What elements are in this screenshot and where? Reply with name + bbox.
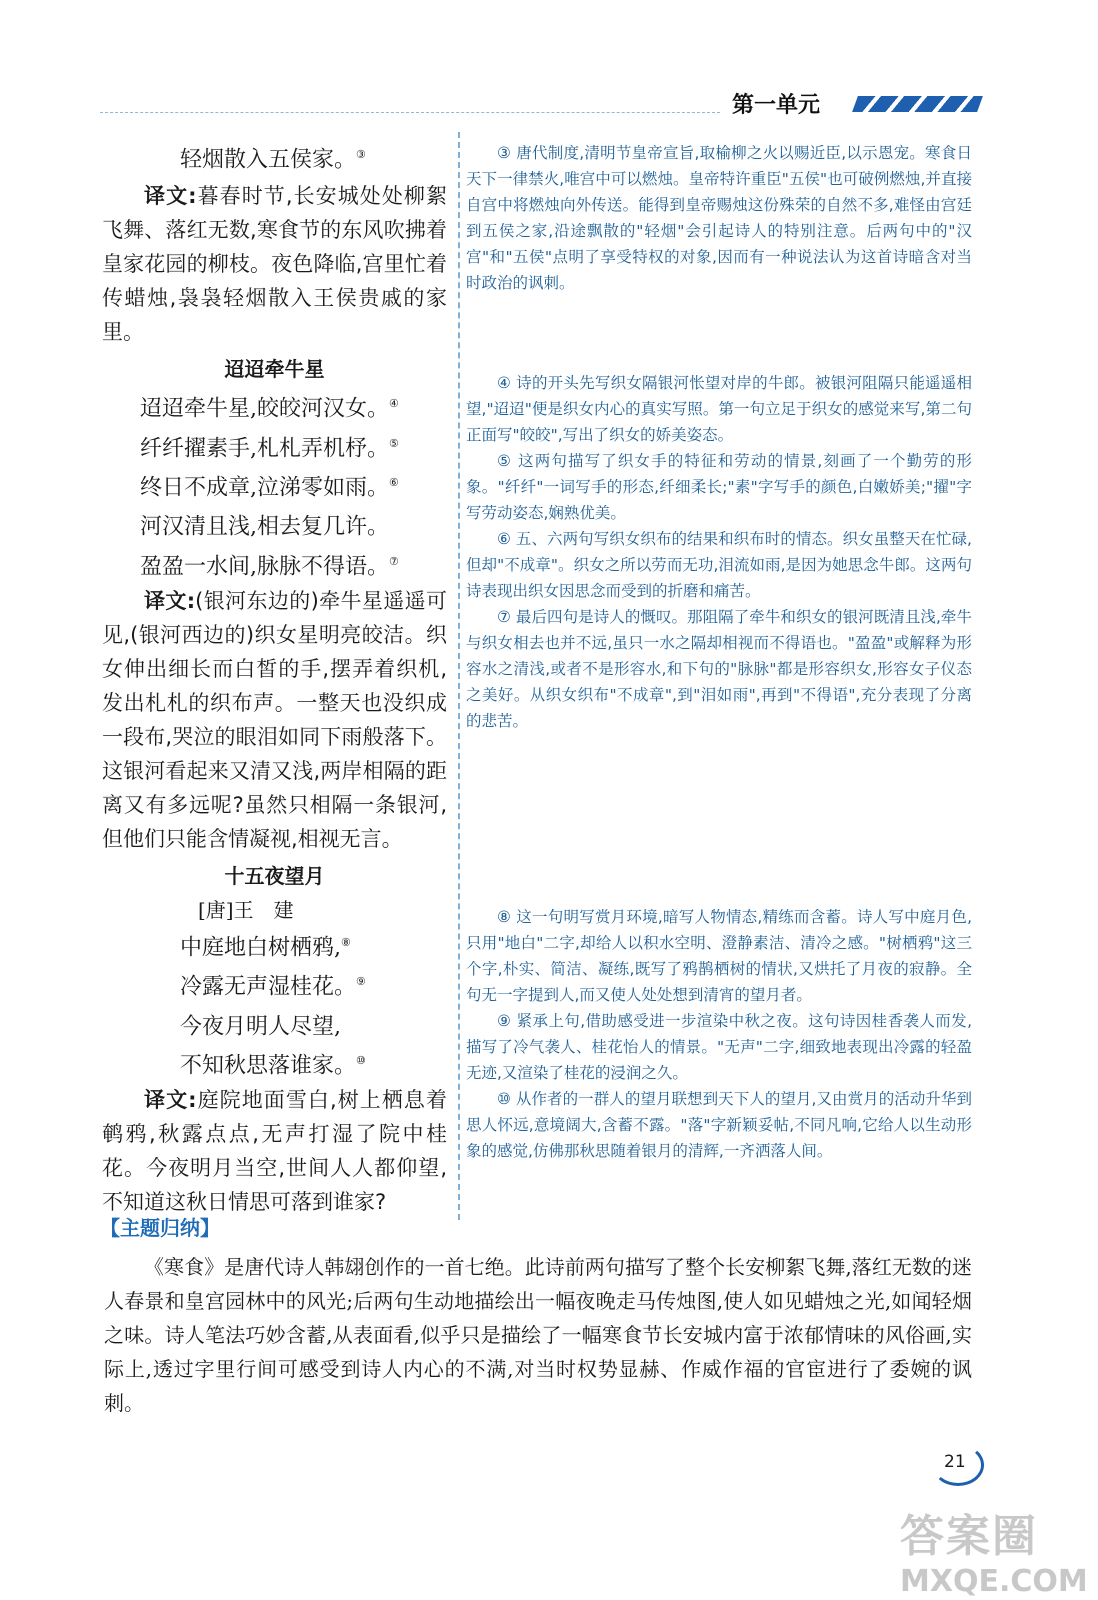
note-7: ⑦ 最后四句是诗人的慨叹。那阻隔了牵牛和织女的银河既清且浅,牵牛与织女相去也并不远,虽只一水之隔却相视而不得语也。"盈盈"或解释为形容水之清浅,或者不是形容水,和下句的"脉脉"都是形容织女,形容女子仪态之美好。从织女织布"不成章",到"泪如雨",再到"不得语",充分表现了分离的悲苦。 (466, 608, 972, 730)
summary-text: 《寒食》是唐代诗人韩翃创作的一首七绝。此诗前两句描写了整个长安柳絮飞舞,落红无数的迷人春景和皇宫园林中的风光;后两句生动地描绘出一幅夜晚走马传烛图,使人如见蜡烛之光,如闻轻烟之味。诗人笔法巧妙含蓄,从表面看,似乎只是描绘了一幅寒食节长安城内富于浓郁情味的风俗画,实际上,透过字里行间可感受到诗人内心的不满,对当时权势显赫、作威作福的官宦进行了委婉的讽刺。 (104, 1255, 972, 1415)
poem-line: 终日不成章,泣涕零如雨。⑥ (140, 475, 399, 501)
poem-line: 冷露无声湿桂花。⑨ (180, 974, 366, 1000)
note-8: ⑧ 这一句明写赏月环境,暗写人物情态,精练而含蓄。诗人写中庭月色,只用"地白"二字,却给人以积水空明、澄静素洁、清冷之感。"树栖鸦"这三个字,朴实、简洁、凝练,既写了鸦鹊栖树的情状,又烘托了月夜的寂静。全句无一字提到人,而又使人处处想到清宵的望月者。 (466, 908, 972, 1004)
note-9: ⑨ 紧承上句,借助感受进一步渲染中秋之夜。这句诗因桂香袭人而发,描写了冷气袭人、桂花怡人的情景。"无声"二字,细致地表现出冷露的轻盈无迹,又渲染了桂花的浸润之久。 (466, 1012, 972, 1082)
watermark-logo-text: 答案圈 (900, 1511, 1038, 1562)
note-5: ⑤ 这两句描写了织女手的特征和劳动的情景,刻画了一个勤劳的形象。"纤纤"一词写手的形态,纤细柔长;"素"字写手的颜色,白嫩娇美;"擢"字写劳动姿态,娴熟优美。 (466, 452, 972, 522)
hanshi-last-line: 轻烟散入五侯家。③ (180, 147, 366, 173)
header-rule (100, 112, 720, 113)
page-header (100, 84, 980, 124)
watermark-url: MXQE.COM (900, 1564, 1088, 1599)
poem-column (102, 138, 447, 1219)
page-number (932, 1444, 980, 1484)
column-divider (458, 132, 460, 1220)
watermark (900, 1500, 1088, 1599)
poem-line: 中庭地白树栖鸦,⑧ (180, 935, 351, 961)
summary-heading: 【主题归纳】 (100, 1216, 220, 1240)
note-6: ⑥ 五、六两句写织女织布的结果和织布时的情态。织女虽整天在忙碌,但却"不成章"。织女之所以劳而无功,泪流如雨,是因为她思念牛郎。这两句诗表现出织女因思念而受到的折磨和痛苦。 (466, 530, 972, 600)
poem-line: 盈盈一水间,脉脉不得语。⑦ (140, 553, 399, 579)
header-stripes (852, 96, 983, 112)
page-number-text: 21 (944, 1452, 966, 1472)
note-10: ⑩ 从作者的一群人的望月联想到天下人的望月,又由赏月的活动升华到思人怀远,意境阔大,含蓄不露。"落"字新颖妥帖,不同凡响,它给人以生动形象的感觉,仿佛那秋思随着银月的清辉,一齐洒落人间。 (466, 1090, 972, 1160)
note-4: ④ 诗的开头先写织女隔银河怅望对岸的牛郎。被银河阻隔只能遥遥相望,"迢迢"便是织女内心的真实写照。第一句立足于织女的感觉来写,第二句正面写"皎皎",写出了织女的娇美姿态。 (466, 374, 972, 444)
poem3-title: 十五夜望月 (224, 863, 325, 888)
poem-line: 迢迢牵牛星,皎皎河汉女。④ (140, 396, 399, 422)
poem-line: 不知秋思落谁家。⑩ (180, 1053, 366, 1079)
note-block (466, 904, 972, 1164)
poem3-author: [唐]王 建 (198, 897, 294, 922)
poem3-translation: 译文:庭院地面雪白,树上栖息着鹌鸦,秋露点点,无声打湿了院中桂花。今夜明月当空,世间人人都仰望,不知道这秋日情思可落到谁家? (102, 1088, 447, 1215)
unit-title: 第一单元 (732, 93, 821, 118)
poem-line: 纤纤擢素手,札札弄机杼。⑤ (140, 435, 399, 461)
hanshi-translation: 译文:暮春时节,长安城处处柳絮飞舞、落红无数,寒食节的东风吹拂着皇家花园的柳枝。夜色降临,宫里忙着传蜡烛,袅袅轻烟散入王侯贵戚的家里。 (102, 184, 447, 345)
poem2-translation: 译文:(银河东边的)牵牛星遥遥可见,(银河西边的)织女星明亮皎洁。织女伸出细长而白皙的手,摆弄着织机,发出札札的织布声。一整天也没织成一段布,哭泣的眼泪如同下雨般落下。这银河看起来又清又浅,两岸相隔的距离又有多远呢?虽然只相隔一条银河,但他们只能含情凝视,相视无言。 (102, 588, 448, 851)
note-block (466, 370, 972, 734)
note-3: ③ 唐代制度,清明节皇帝宣旨,取榆柳之火以赐近臣,以示恩宠。寒食日天下一律禁火,唯宫中可以燃烛。皇帝特许重臣"五侯"也可破例燃烛,并直接自宫中将燃烛向外传送。能得到皇帝赐烛这份殊荣的自然不多,难怪由宫廷到五侯之家,沿途飘散的"轻烟"会引起诗人的特别注意。后两句中的"汉宫"和"五侯"点明了享受特权的对象,因而有一种说法认为这首诗暗含对当时政治的讽刺。 (466, 144, 972, 292)
poem-line: 河汉清且浅,相去复几许。 (140, 514, 389, 540)
poem2-title: 迢迢牵牛星 (224, 357, 325, 382)
note-block (466, 140, 972, 296)
poem-line: 今夜月明人尽望, (180, 1013, 341, 1039)
